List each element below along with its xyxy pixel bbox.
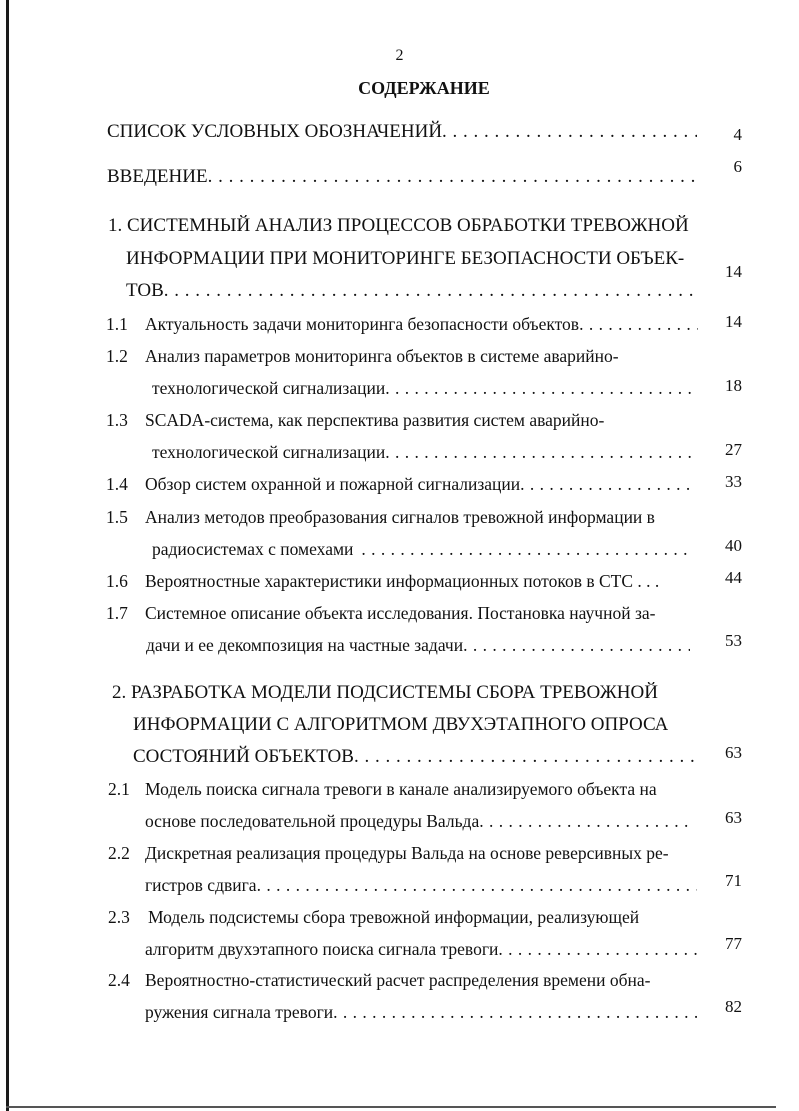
toc-section-number: 2.1 [108, 779, 130, 799]
toc-section-1-3-line-2[interactable] [152, 442, 698, 463]
toc-entry-title: Обзор систем охранной и пожарной сигнализации [145, 474, 521, 494]
leader-dots [498, 939, 697, 960]
leader-dots [354, 746, 698, 768]
toc-page-number: 71 [725, 871, 742, 890]
toc-entry-title: ВВЕДЕНИЕ [107, 166, 208, 187]
toc-chapter-2-line-1[interactable]: 2. РАЗРАБОТКА МОДЕЛИ ПОДСИСТЕМЫ СБОРА ТРЕВОЖНОЙ [112, 682, 658, 703]
toc-entry-title: СПИСОК УСЛОВНЫХ ОБОЗНАЧЕНИЙ [107, 121, 443, 142]
toc-section-2-2-line-2[interactable] [145, 875, 697, 896]
toc-section-1-4[interactable] [145, 474, 690, 495]
toc-section-2-2-line-1[interactable]: Дискретная реализация процедуры Вальда на основе реверсивных ре- [145, 843, 669, 863]
toc-entry-title: Актуальность задачи мониторинга безопасности объектов [145, 314, 580, 334]
leader-dots [463, 635, 690, 656]
toc-page-number: 53 [725, 631, 742, 650]
toc-section-number: 2.2 [108, 843, 130, 863]
toc-page-number: 40 [725, 536, 742, 555]
toc-page-number: 33 [725, 472, 742, 491]
toc-entry-title: радиосистемах с помехами [152, 539, 354, 559]
toc-page-number: 63 [725, 808, 742, 827]
toc-section-number: 1.2 [106, 346, 128, 366]
toc-entry-title: СОСТОЯНИЙ ОБЪЕКТОВ [133, 746, 354, 767]
toc-section-1-7-line-2[interactable] [146, 635, 690, 656]
toc-page-number: 27 [725, 440, 742, 459]
toc-page-number: 18 [725, 376, 742, 395]
toc-entry-title: ТОВ [126, 280, 164, 301]
page-border-left [6, 0, 9, 1111]
toc-section-number: 1.1 [106, 314, 128, 334]
leader-dots [164, 280, 698, 302]
toc-page-number: 14 [725, 312, 742, 331]
toc-section-2-4-line-2[interactable] [145, 1002, 697, 1023]
toc-section-number: 1.4 [106, 474, 128, 494]
leader-dots [333, 1002, 697, 1023]
toc-section-number: 1.6 [106, 571, 128, 591]
toc-section-number: 1.5 [106, 507, 128, 527]
toc-page-number: 44 [725, 568, 742, 587]
toc-chapter-2-line-2[interactable]: ИНФОРМАЦИИ С АЛГОРИТМОМ ДВУХЭТАПНОГО ОПРОСА [133, 714, 669, 735]
toc-section-number: 2.4 [108, 970, 130, 990]
toc-chapter-1-line-2[interactable]: ИНФОРМАЦИИ ПРИ МОНИТОРИНГЕ БЕЗОПАСНОСТИ ОБЪЕК- [126, 248, 685, 269]
toc-section-2-4-line-1[interactable]: Вероятностно-статистический расчет распределения времени обна- [145, 970, 651, 990]
leader-dots [385, 442, 698, 463]
page-title: СОДЕРЖАНИЕ [358, 78, 490, 98]
toc-section-1-6[interactable]: Вероятностные характеристики информационных потоков в СТС . . . [145, 571, 660, 591]
toc-entry-introduction[interactable] [107, 166, 697, 188]
toc-entry-title: дачи и ее декомпозиция на частные задачи [146, 635, 464, 655]
toc-entry-title: технологической сигнализации [152, 378, 386, 398]
toc-section-1-2-line-2[interactable] [152, 378, 698, 399]
toc-chapter-1-line-1[interactable]: 1. СИСТЕМНЫЙ АНАЛИЗ ПРОЦЕССОВ ОБРАБОТКИ ТРЕВОЖНОЙ [108, 215, 689, 236]
toc-page-number: 14 [725, 262, 742, 281]
leader-dots [257, 875, 697, 896]
toc-section-1-7-line-1[interactable]: Системное описание объекта исследования. Постановка научной за- [145, 603, 656, 623]
toc-entry-title: ружения сигнала тревоги [145, 1002, 334, 1022]
toc-section-1-5-line-1[interactable]: Анализ методов преобразования сигналов тревожной информации в [145, 507, 655, 527]
toc-page-number: 4 [733, 125, 742, 144]
leader-dots [479, 811, 690, 832]
toc-section-number: 2.3 [108, 907, 130, 927]
toc-page-number: 6 [733, 157, 742, 176]
leader-dots [208, 166, 697, 188]
toc-section-number: 1.3 [106, 410, 128, 430]
toc-chapter-2-line-3[interactable] [133, 746, 698, 768]
toc-entry-title: алгоритм двухэтапного поиска сигнала тревоги [145, 939, 499, 959]
toc-entry-title: гистров сдвига [145, 875, 257, 895]
leader-dots [361, 539, 692, 560]
toc-page-number: 63 [725, 743, 742, 762]
toc-section-2-1-line-2[interactable] [145, 811, 690, 832]
leader-dots [385, 378, 698, 399]
toc-section-1-5-line-2[interactable] [152, 539, 692, 560]
leader-dots [520, 474, 690, 495]
leader-dots [442, 121, 697, 143]
toc-section-1-3-line-1[interactable]: SCADA-система, как перспектива развития систем аварийно- [145, 410, 605, 430]
toc-section-1-1[interactable] [145, 314, 698, 335]
toc-section-2-3-line-2[interactable] [145, 939, 697, 960]
toc-section-number: 1.7 [106, 603, 128, 623]
toc-section-1-2-line-1[interactable]: Анализ параметров мониторинга объектов в системе аварийно- [145, 346, 619, 366]
toc-section-2-1-line-1[interactable]: Модель поиска сигнала тревоги в канале анализируемого объекта на [145, 779, 657, 799]
toc-section-2-3-line-1[interactable]: Модель подсистемы сбора тревожной информации, реализующей [148, 907, 640, 927]
page-number: 2 [395, 47, 404, 64]
toc-entry-abbreviations[interactable] [107, 121, 697, 143]
toc-entry-title: основе последовательной процедуры Вальда [145, 811, 480, 831]
toc-page-number: 77 [725, 934, 742, 953]
toc-page-number: 82 [725, 997, 742, 1016]
toc-chapter-1-line-3[interactable] [126, 280, 698, 302]
toc-entry-title: технологической сигнализации [152, 442, 386, 462]
page-border-bottom [6, 1106, 776, 1108]
